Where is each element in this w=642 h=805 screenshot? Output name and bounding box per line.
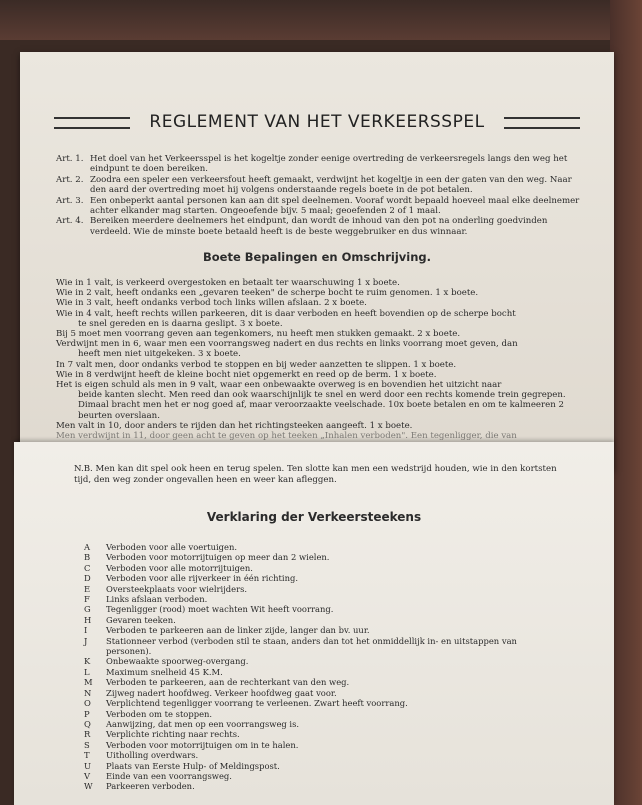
legend-text: Verboden voor alle voertuigen. <box>106 542 238 552</box>
legend-item <box>84 698 554 708</box>
fine-item <box>56 298 584 308</box>
box-lid-edge <box>0 0 642 40</box>
legend-text: Verboden te parkeeren aan de linker zijde, langer dan bv. uur. <box>106 625 370 636</box>
articles-list <box>56 154 586 237</box>
legend-text: Uitholling overdwars. <box>106 750 199 761</box>
legend-key: H <box>84 614 92 625</box>
article-number: Art. 3. <box>56 195 84 206</box>
legend-item <box>84 740 554 750</box>
legend-item <box>84 761 554 771</box>
legend-text: Verboden om te stoppen. <box>106 708 213 719</box>
article <box>56 216 586 237</box>
fine-text: Wie in 2 valt, heeft ondanks een „gevaren teeken" de scherpe bocht te ruim genomen. 1 x boete. <box>56 288 479 299</box>
article-number: Art. 4. <box>56 216 84 227</box>
legend-key: M <box>84 677 93 688</box>
box-side-edge <box>610 0 642 805</box>
fine-item <box>56 421 584 431</box>
fine-item <box>56 329 584 339</box>
legend-key: C <box>84 562 91 573</box>
legend-text: Verboden te parkeeren, aan de rechterkant van den weg. <box>106 677 350 688</box>
legend-text: Onbewaakte spoorweg-overgang. <box>106 656 249 667</box>
fine-text: Men verdwijnt in 11, door geen acht te geven op het teeken „Inhalen verboden". Een tegenligger, die van <box>56 431 517 442</box>
fine-text: Wie in 8 verdwijnt heeft de kleine bocht niet opgemerkt en reed op de berm. 1 x boete. <box>56 369 437 380</box>
legend-key: P <box>84 708 90 719</box>
legend-item <box>84 563 554 573</box>
legend-text: Zijweg nadert hoofdweg. Verkeer hoofdweg gaat voor. <box>106 687 337 698</box>
page-title: REGLEMENT VAN HET VERKEERSSPEL <box>149 112 485 132</box>
legend-item <box>84 709 554 719</box>
article-text: Het doel van het Verkeersspel is het kogeltje zonder eenige overtreding de verkeersregels langs den weg het eindpunt te doen bereiken. <box>90 154 568 175</box>
legend-text: Maximum snelheid 45 K.M. <box>106 666 223 677</box>
fine-item <box>56 360 584 370</box>
fine-item <box>56 431 584 441</box>
legend-key: G <box>84 604 91 615</box>
legend-text: Stationneer verbod (verboden stil te staan, anders dan tot het onmiddellijk in- en uitstappen van personen). <box>106 635 517 657</box>
legend-item <box>84 552 554 562</box>
legend-key: J <box>84 635 88 646</box>
legend-text: Verplichte richting naar rechts. <box>106 729 240 740</box>
article-text: Zoodra een speler een verkeersfout heeft gemaakt, verdwijnt het kogeltje in een der gaten van den weg. Naar den aard der overtreding moet hij volgens onderstaande regels boete in de pot betalen. <box>90 174 572 196</box>
legend-text: Gevaren teeken. <box>106 614 176 625</box>
legend-text: Parkeeren verboden. <box>106 781 195 792</box>
legend-text: Plaats van Eerste Hulp- of Meldingspost. <box>106 760 280 771</box>
traffic-signs-legend <box>84 542 554 792</box>
title-rule-left <box>54 117 130 129</box>
fine-text: In 7 valt men, door ondanks verbod te stoppen en bij weder aanzetten te slippen. 1 x boete. <box>56 359 457 370</box>
legend-key: D <box>84 573 91 584</box>
legend-item <box>84 636 554 657</box>
legend-key: K <box>84 656 91 667</box>
legend-key: N <box>84 687 92 698</box>
fine-item <box>56 278 584 288</box>
legend-key: R <box>84 729 91 740</box>
legend-item <box>84 750 554 760</box>
legend-key: O <box>84 698 91 709</box>
legend-key: E <box>84 583 91 594</box>
fine-item <box>56 309 584 329</box>
fines-list <box>56 278 584 441</box>
legend-item <box>84 781 554 791</box>
legend-key: A <box>84 542 91 552</box>
legend-item <box>84 604 554 614</box>
legend-item <box>84 688 554 698</box>
article-text: Bereiken meerdere deelnemers het eindpunt, dan wordt de inhoud van den pot na onderling goedvinden verdeeld. Wie de minste boete betaald heeft is de beste weggebruiker en dus winnaar. <box>90 216 548 237</box>
article <box>56 154 586 175</box>
folded-sheet <box>14 442 614 805</box>
legend-item <box>84 594 554 604</box>
legend-text: Tegenligger (rood) moet wachten Wit heeft voorrang. <box>106 604 334 615</box>
legend-key: Q <box>84 718 91 729</box>
article <box>56 175 586 196</box>
fines-heading: Boete Bepalingen en Omschrijving. <box>203 250 431 264</box>
fine-text: Bij 5 moet men voorrang geven aan tegenkomers, nu heeft men stukken gemaakt. 2 x boete. <box>56 329 461 340</box>
fine-text: Wie in 3 valt, heeft ondanks verbod toch links willen afslaan. 2 x boete. <box>56 298 367 309</box>
legend-text: Verplichtend tegenligger voorrang te verleenen. Zwart heeft voorrang. <box>106 698 408 709</box>
game-note: N.B. Men kan dit spel ook heen en terug spelen. Ten slotte kan men een wedstrijd houden, wie in den kortsten tijd, den weg zonder ongevallen heen en weer kan afleggen. <box>74 464 557 485</box>
legend-key: L <box>84 666 90 677</box>
legend-key: U <box>84 760 92 771</box>
fine-text: Wie in 1 valt, is verkeerd overgestoken en betaalt ter waarschuwing 1 x boete. <box>56 278 400 288</box>
fine-item <box>56 339 584 359</box>
title-rule-right <box>504 117 580 129</box>
title-row <box>20 112 614 132</box>
article <box>56 196 586 217</box>
fine-text: Verdwijnt men in 6, waar men een voorrangsweg nadert en dus rechts en links voorrang moet geven, dan <box>56 339 518 350</box>
legend-item <box>84 719 554 729</box>
legend-item <box>84 771 554 781</box>
fine-continuation: te snel gereden en is daarna geslipt. 3 x boete. <box>78 318 283 329</box>
legend-item <box>84 573 554 583</box>
legend-key: W <box>84 781 93 792</box>
fine-continuation: beide kanten slecht. Men reed dan ook waarschijnlijk te snel en werd door een rechts komende trein gegrepen. Dimaal bracht men het er nog goed af, maar veroorzaakte veelschade. 10x boete betalen en om te kalmeeren 2 beurten overslaan. <box>78 390 566 421</box>
legend-item <box>84 656 554 666</box>
legend-text: Aanwijzing, dat men op een voorrangsweg is. <box>106 718 300 729</box>
legend-item <box>84 625 554 635</box>
article-text: Een onbeperkt aantal personen kan aan dit spel deelnemen. Vooraf wordt bepaald hoeveel maal elke deelnemer achter elkander mag starten. Ongeoefende bijv. 5 maal; geoefenden 2 of 1 maal. <box>90 195 580 217</box>
legend-text: Links afslaan verboden. <box>106 594 208 605</box>
fine-text: Wie in 4 valt, heeft rechts willen parkeeren, dit is daar verboden en heeft bovendien op de scherpe bocht <box>56 308 516 319</box>
fine-item <box>56 380 584 421</box>
legend-key: F <box>84 594 90 605</box>
fine-text: Het is eigen schuld als men in 9 valt, waar een onbewaakte overweg is en bovendien het uitzicht naar <box>56 380 502 391</box>
legend-key: B <box>84 552 91 563</box>
legend-text: Verboden voor motorrijtuigen om in te halen. <box>106 739 299 750</box>
article-number: Art. 1. <box>56 154 84 164</box>
legend-item <box>84 667 554 677</box>
legend-key: S <box>84 739 90 750</box>
legend-key: I <box>84 625 88 636</box>
rules-sheet <box>20 52 614 470</box>
legend-item <box>84 542 554 552</box>
legend-key: T <box>84 750 90 761</box>
legend-text: Verboden voor motorrijtuigen op meer dan 2 wielen. <box>106 552 330 563</box>
fine-item <box>56 370 584 380</box>
legend-text: Oversteekplaats voor wielrijders. <box>106 583 248 594</box>
legend-heading: Verklaring der Verkeersteekens <box>206 510 422 524</box>
legend-item <box>84 677 554 687</box>
legend-text: Verboden voor alle rijverkeer in één richting. <box>106 573 299 584</box>
fine-item <box>56 288 584 298</box>
legend-key: V <box>84 770 91 781</box>
legend-text: Einde van een voorrangsweg. <box>106 770 232 781</box>
fine-text: Men valt in 10, door anders te rijden dan het richtingsteeken aangeeft. 1 x boete. <box>56 420 413 431</box>
legend-item <box>84 615 554 625</box>
legend-item <box>84 729 554 739</box>
article-number: Art. 2. <box>56 174 84 185</box>
fine-continuation: heeft men niet uitgekeken. 3 x boete. <box>78 349 241 360</box>
legend-item <box>84 584 554 594</box>
legend-text: Verboden voor alle motorrijtuigen. <box>106 562 253 573</box>
